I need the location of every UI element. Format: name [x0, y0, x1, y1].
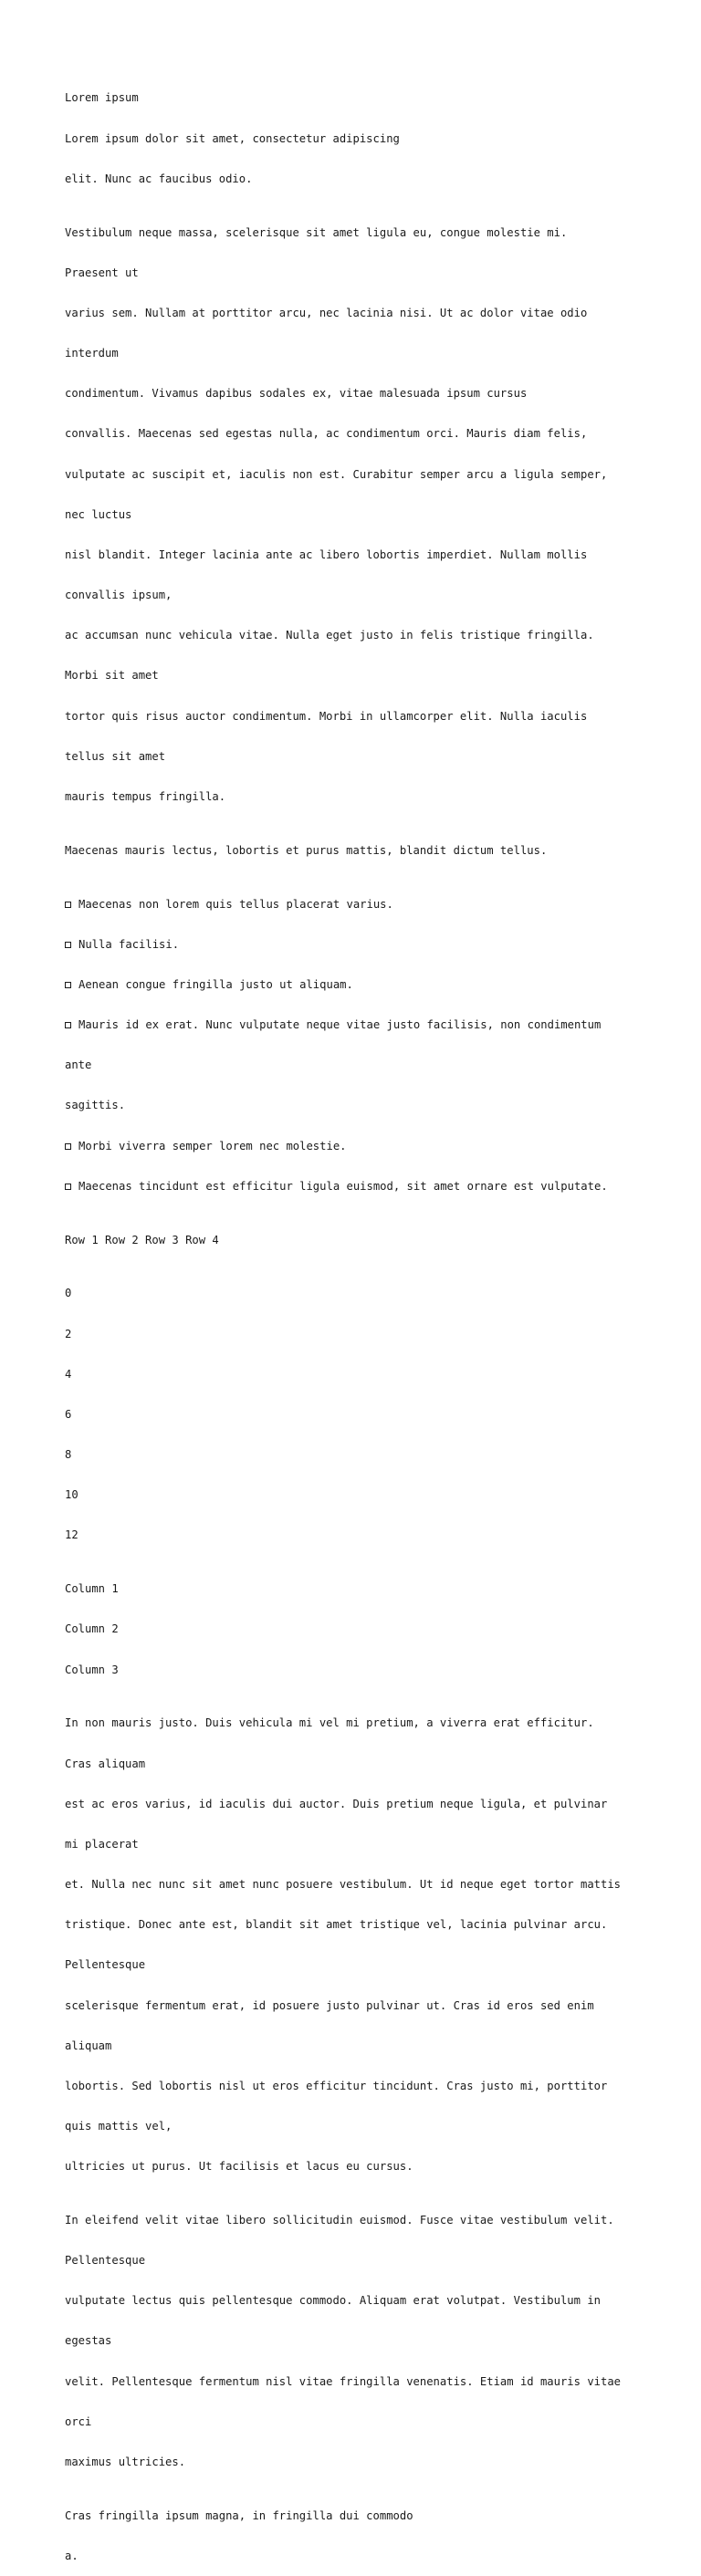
axis-value: 2 — [65, 1327, 72, 1340]
list-item-text: Maecenas tincidunt est efficitur ligula euismod, sit amet ornare est vulputate. — [78, 1179, 608, 1193]
paragraph-line: In non mauris justo. Duis vehicula mi vel mi pretium, a viverra erat efficitur. — [65, 1716, 594, 1730]
paragraph-line: nisl blandit. Integer lacinia ante ac libero lobortis imperdiet. Nullam mollis — [65, 548, 588, 561]
intro-line: elit. Nunc ac faucibus odio. — [65, 172, 253, 185]
paragraph-line: Praesent ut — [65, 266, 139, 279]
paragraph-line: nec luctus — [65, 507, 132, 521]
list-item — [65, 978, 667, 992]
paragraph-line: ultricies ut purus. Ut facilisis et lacus eu cursus. — [65, 2160, 413, 2174]
axis-value: 0 — [65, 1287, 72, 1300]
paragraph-line: quis mattis vel, — [65, 2119, 173, 2133]
paragraph-line: Vestibulum neque massa, scelerisque sit amet ligula eu, congue molestie mi. — [65, 225, 568, 239]
list-item-continuation: ante — [65, 1059, 92, 1072]
closing-line: a. — [65, 2549, 78, 2562]
axis-value: 4 — [65, 1367, 72, 1381]
paragraph-line: vulputate ac suscipit et, iaculis non est. Curabitur semper arcu a ligula semper, — [65, 467, 608, 481]
paragraph-line: interdum — [65, 347, 119, 360]
paragraph-line: Pellentesque — [65, 2254, 146, 2268]
list-item — [65, 1018, 667, 1032]
list-item-text: Mauris id ex erat. Nunc vulputate neque vitae justo facilisis, non condimentum — [78, 1018, 602, 1032]
square-bullet-icon — [65, 942, 71, 948]
paragraph-line: lobortis. Sed lobortis nisl ut eros efficitur tincidunt. Cras justo mi, porttitor — [65, 2079, 608, 2092]
list-item-text: Aenean congue fringilla justo ut aliquam. — [78, 977, 353, 991]
paragraph-line: tristique. Donec ante est, blandit sit amet tristique vel, lacinia pulvinar arcu. — [65, 1918, 608, 1932]
paragraph-line: convallis. Maecenas sed egestas nulla, ac condimentum orci. Mauris diam felis, — [65, 427, 588, 441]
paragraph-line: mauris tempus fringilla. — [65, 789, 226, 803]
square-bullet-icon — [65, 982, 71, 988]
paragraph-line: Pellentesque — [65, 1958, 146, 1972]
paragraph-line: tortor quis risus auctor condimentum. Morbi in ullamcorper elit. Nulla iaculis — [65, 709, 588, 723]
paragraph-line: varius sem. Nullam at porttitor arcu, nec lacinia nisi. Ut ac dolor vitae odio — [65, 306, 588, 319]
paragraph-line: orci — [65, 2414, 92, 2428]
square-bullet-icon — [65, 902, 71, 908]
column-label: Column 3 — [65, 1663, 119, 1676]
intro-line: Lorem ipsum dolor sit amet, consectetur adipiscing — [65, 131, 400, 145]
document-title: Lorem ipsum — [65, 91, 139, 105]
list-item — [65, 1180, 667, 1194]
list-item — [65, 1140, 667, 1153]
row-labels: Row 1 Row 2 Row 3 Row 4 — [65, 1233, 219, 1246]
paragraph-line: aliquam — [65, 2039, 112, 2052]
square-bullet-icon — [65, 1022, 71, 1028]
paragraph-line: mi placerat — [65, 1837, 139, 1851]
list-item-text: Morbi viverra semper lorem nec molestie. — [78, 1139, 347, 1152]
paragraph-line: condimentum. Vivamus dapibus sodales ex, vitae malesuada ipsum cursus — [65, 387, 528, 401]
axis-value: 12 — [65, 1528, 78, 1542]
paragraph-line: velit. Pellentesque fermentum nisl vitae fringilla venenatis. Etiam id mauris vitae — [65, 2374, 622, 2388]
square-bullet-icon — [65, 1143, 71, 1150]
document-page — [65, 65, 667, 2576]
paragraph-line: ac accumsan nunc vehicula vitae. Nulla eget justo in felis tristique fringilla. — [65, 629, 594, 642]
axis-value: 8 — [65, 1448, 72, 1462]
paragraph-line: Cras aliquam — [65, 1757, 146, 1770]
axis-value: 10 — [65, 1488, 78, 1502]
list-item-continuation: sagittis. — [65, 1099, 126, 1112]
paragraph-line: Morbi sit amet — [65, 669, 159, 683]
paragraph-line: convallis ipsum, — [65, 589, 173, 602]
paragraph-line: vulputate lectus quis pellentesque commodo. Aliquam erat volutpat. Vestibulum in — [65, 2294, 601, 2308]
paragraph-line: tellus sit amet — [65, 749, 166, 763]
paragraph-line: est ac eros varius, id iaculis dui auctor. Duis pretium neque ligula, et pulvinar — [65, 1797, 608, 1810]
list-item — [65, 898, 667, 912]
list-item — [65, 938, 667, 952]
closing-line: Cras fringilla ipsum magna, in fringilla dui commodo — [65, 2508, 413, 2522]
paragraph-line: maximus ultricies. — [65, 2455, 186, 2468]
column-label: Column 2 — [65, 1622, 119, 1636]
axis-value: 6 — [65, 1407, 72, 1421]
paragraph-line: et. Nulla nec nunc sit amet nunc posuere vestibulum. Ut id neque eget tortor mattis — [65, 1878, 622, 1892]
paragraph-line: scelerisque fermentum erat, id posuere justo pulvinar ut. Cras id eros sed enim — [65, 1998, 594, 2012]
paragraph-line: egestas — [65, 2334, 112, 2348]
paragraph-line: In eleifend velit vitae libero sollicitudin euismod. Fusce vitae vestibulum velit. — [65, 2214, 614, 2227]
square-bullet-icon — [65, 1184, 71, 1190]
list-item-text: Nulla facilisi. — [78, 937, 180, 951]
list-item-text: Maecenas non lorem quis tellus placerat varius. — [78, 897, 393, 911]
column-label: Column 1 — [65, 1582, 119, 1596]
list-intro: Maecenas mauris lectus, lobortis et purus mattis, blandit dictum tellus. — [65, 843, 548, 857]
